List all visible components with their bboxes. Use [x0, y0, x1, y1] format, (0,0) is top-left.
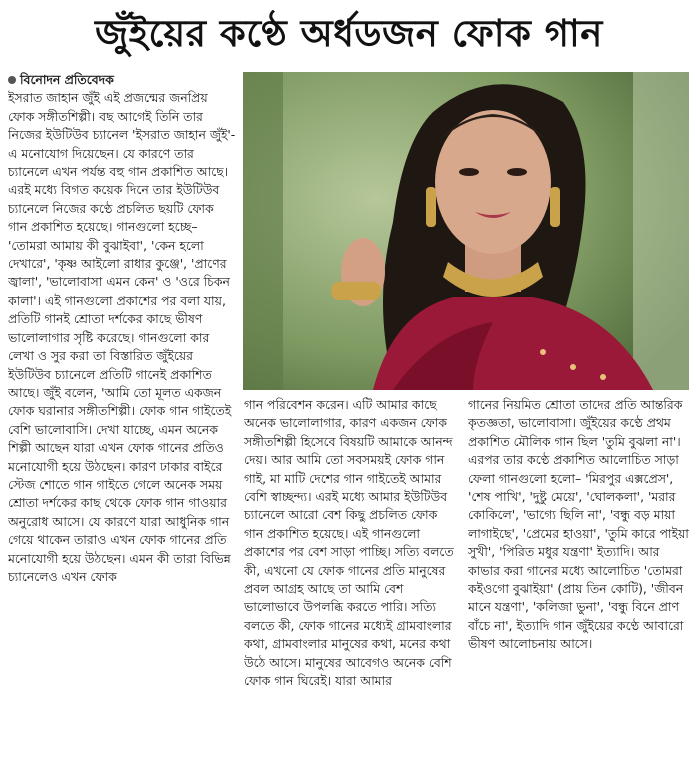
- byline: [8, 71, 236, 89]
- singer-photo: [243, 72, 689, 390]
- column-1-text: ইসরাত জাহান জুঁই এই প্রজন্মের জনপ্রিয় ফোক সঙ্গীতশিল্পী। বছ আগেই তিনি তার নিজের ইউটিউব চ্যানেল 'ইসরাত জাহান জুঁই'-এ মনোযোগ দিয়েছেন। যে কারণে তার চ্যানেলে এখন পর্যন্ত বহু গান প্রকাশিত আছে। এরই মধ্যে বিগত কয়েক দিনে তার ইউটিউব চ্যানেলে নিজের কণ্ঠে প্রচলিত ছয়টি ফোক গান প্রকাশিত হয়েছে। গানগুলো হচ্ছে– 'তোমরা আমায় কী বুঝাইবা', 'কেন হলো দেখারে', 'কৃষ্ণ আইলো রাধার কুঞ্জে', 'প্রাণের জ্বালা', 'ভালোবাসা এমন কেন' ও 'ওরে চিকন কালা'। এই গানগুলো প্রকাশের পর বলা যায়, প্রতিটি গানই শ্রোতা দর্শকের কাছে ভীষণ ভালোলাগার সৃষ্টি করেছে। গানগুলো কার লেখা ও সুর করা তা বিস্তারিত জুঁইয়ের ইউটিউব চ্যানেলে প্রতিটি গানেই প্রকাশিত আছে। জুঁই বলেন, 'আমি তো মূলত একজন ফোক ঘরানার সঙ্গীতশিল্পী। ফোক গান গাইতেই বেশি ভালোবাসি। দেখা যাচ্ছে, এমন অনেক শিল্পী আছেন যারা এখন ফোক গানের প্রতিও মনোযোগী হয়ে উঠছেন। কারণ ঢাকার বাইরে স্টেজ শোতে গান গাইতে গেলে অনেক সময় শ্রোতা দর্শকের কাছ থেকে ফোক গান গাওয়ার অনুরোধ আসে। যে কারণে যারা আধুনিক গান গেয়ে থাকেন তারাও এখন ফোক গানের প্রতি মনোযোগী হয়ে উঠছেন। এমন কী তারা বিভিন্ন চ্যানেলেও এখন ফোক: [8, 90, 236, 584]
- article-column-3: [468, 396, 690, 776]
- article-column-2: [244, 396, 458, 776]
- portrait-photo-icon: [243, 72, 689, 390]
- article-column-1: [8, 71, 236, 776]
- column-2-text: গান পরিবেশন করেন। এটি আমার কাছে অনেক ভালোলাগার, কারণ একজন ফোক সঙ্গীতশিল্পী হিসেবে বিষয়টি আমাকে আনন্দ দেয়। আর আমি তো সবসময়ই ফোক গান গাই, মা মাটি দেশের গান গাইতেই আমার বেশি স্বাচ্ছন্দ্য। এরই মধ্যে আমার ইউটিউব চ্যানেলে আরো বেশ কিছু প্রচলিত ফোক গান প্রকাশিত হয়েছে। এই গানগুলো প্রকাশের পর বেশ সাড়া পাচ্ছি। সত্যি বলতে কী, এখনো যে ফোক গানের প্রতি মানুষের প্রবল আগ্রহ আছে তা আমি বেশ ভালোভাবে উপলব্ধি করতে পারি। সত্যি বলতে কী, ফোক গানের মধ্যেই গ্রামবাংলার কথা, গ্রামবাংলার মানুষের কথা, মনের কথা উঠে আসে। মানুষের আবেগও অনেক বেশি ফোক গান ঘিরেই। যারা আমার: [244, 397, 454, 689]
- byline-text: বিনোদন প্রতিবেদক: [20, 72, 114, 87]
- column-3-text: গানের নিয়মিত শ্রোতা তাদের প্রতি আন্তরিক কৃতজ্ঞতা, ভালোবাসা। জুঁইয়ের কণ্ঠে প্রথম প্রকাশিত মৌলিক গান ছিল 'তুমি বুঝলা না'। এরপর তার কণ্ঠে প্রকাশিত আলোচিত সাড়া ফেলা গানগুলো হলো– 'মিরপুর এক্সপ্রেস', 'শেষ পাখি', 'দুষ্টু মেয়ে', 'ঘোলকলা', 'মরার কোকিলে', 'ভাগ্যে ছিলি না', 'বন্ধু বড় মায়া লাগাইছে', 'প্রেমের হাওয়া', 'তুমি কারে পাইয়া সুখী', 'পিরিত মধুর যন্ত্রণা' ইত্যাদি। আর কাভার করা গানের মধ্যে আলোচিত 'তোমরা কইওগো বুঝাইয়া' (প্রায় তিন কোটি), 'জীবন মানে যন্ত্রণা', 'কলিজা ভুনা', 'বন্ধু বিনে প্রাণ বাঁচে না', ইত্যাদি গান জুঁইয়ের কণ্ঠে আবারো ভীষণ আলোচনায় আসে।: [468, 397, 689, 652]
- headline: জুঁইয়ের কণ্ঠে অর্ধডজন ফোক গান: [95, 12, 603, 55]
- bullet-icon: [8, 76, 16, 84]
